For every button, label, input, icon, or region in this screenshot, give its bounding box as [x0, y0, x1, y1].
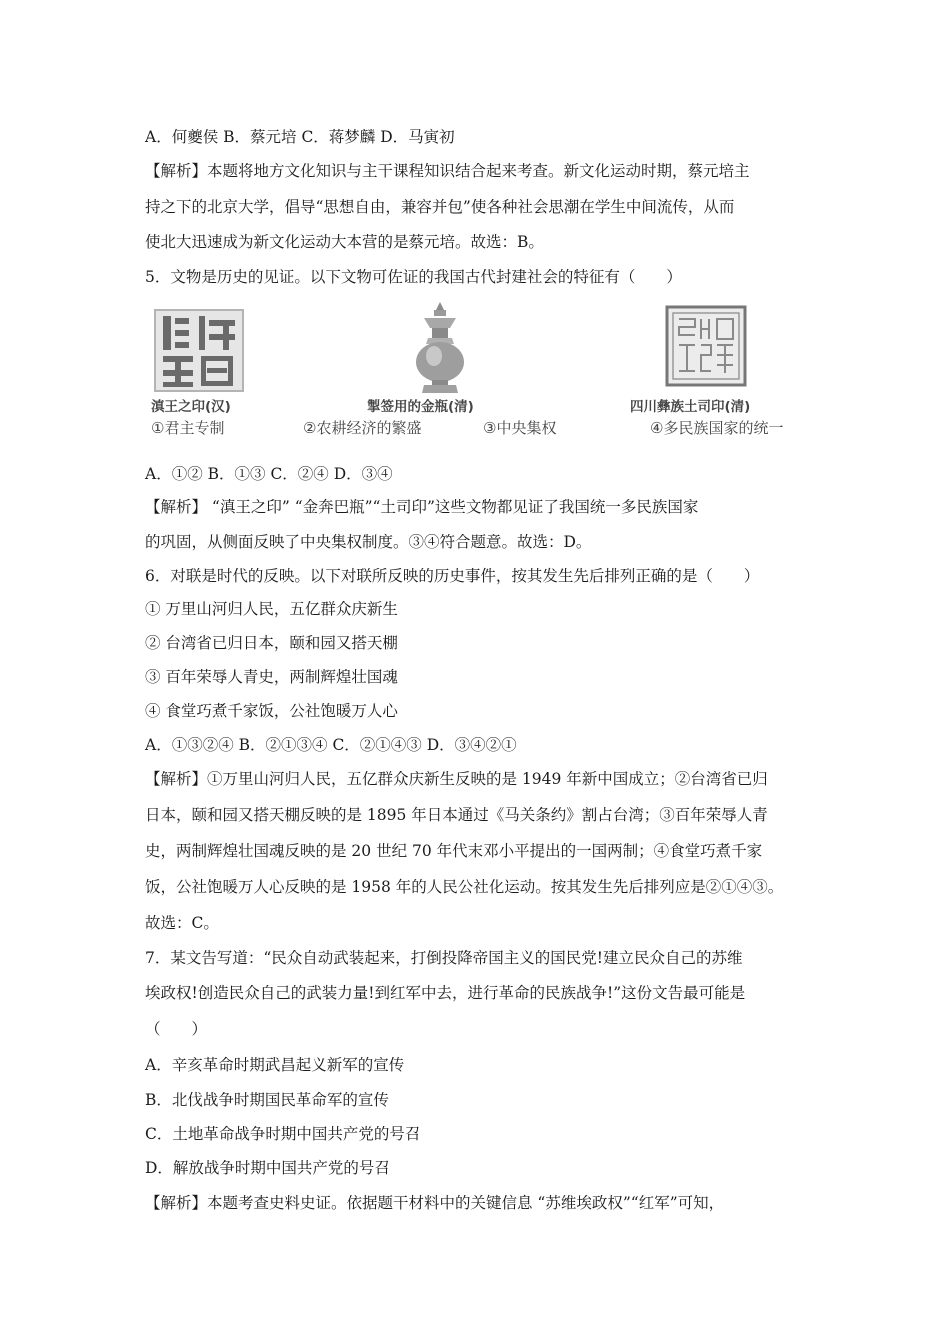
q5-figure	[145, 300, 825, 450]
q6-analysis-line-4: 饭，公社饱暖万人心反映的是 1958 年的人民公社化运动。按其发生先后排列应是②①④③。	[145, 878, 784, 896]
q6-item-2: ② 台湾省已归日本，颐和园又搭天棚	[145, 634, 398, 652]
q6-item-4: ④ 食堂巧煮千家饭，公社饱暖万人心	[145, 702, 398, 720]
q6-analysis-line-2: 日本，颐和园又搭天棚反映的是 1895 年日本通过《马关条约》割占台湾；③百年荣辱人青	[145, 806, 768, 824]
caption-golden-urn: 掣签用的金瓶(清)	[367, 399, 474, 415]
q7-stem-line-3: （ ）	[145, 1020, 208, 1038]
caption-dian-king-seal: 滇王之印(汉)	[151, 399, 231, 415]
figure-option-2: ②农耕经济的繁盛	[303, 419, 422, 437]
golden-urn-image	[410, 300, 470, 395]
q4-options: A．何夔侯 B．蔡元培 C．蒋梦麟 D．马寅初	[145, 128, 455, 146]
q7-option-c: C．土地革命战争时期中国共产党的号召	[145, 1125, 421, 1143]
q6-item-1: ① 万里山河归人民，五亿群众庆新生	[145, 600, 398, 618]
q7-stem-line-1: 7．某文告写道：“民众自动武装起来，打倒投降帝国主义的国民党!建立民众自己的苏维	[145, 949, 743, 967]
q6-analysis-line-5: 故选：C。	[145, 914, 219, 932]
q7-analysis-line-1: 【解析】本题考查史料史证。依据题干材料中的关键信息 “苏维埃政权”“红军”可知，	[145, 1194, 725, 1212]
q4-analysis-line-3: 使北大迅速成为新文化运动大本营的是蔡元培。故选：B。	[145, 233, 544, 251]
q4-analysis-line-2: 持之下的北京大学，倡导“思想自由，兼容并包”使各种社会思潮在学生中间流传，从而	[145, 198, 735, 216]
figure-option-1: ①君主专制	[151, 419, 225, 437]
q6-stem: 6．对联是时代的反映。以下对联所反映的历史事件，按其发生先后排列正确的是（ ）	[145, 567, 760, 585]
q7-option-b: B．北伐战争时期国民革命军的宣传	[145, 1091, 389, 1109]
q6-item-3: ③ 百年荣辱人青史，两制辉煌壮国魂	[145, 668, 398, 686]
figure-option-4: ④多民族国家的统一	[650, 419, 784, 437]
q5-analysis-line-1: 【解析】 “滇王之印” “金奔巴瓶”“土司印”这些文物都见证了我国统一多民族国家	[145, 498, 699, 516]
q5-options: A．①② B．①③ C．②④ D．③④	[145, 465, 393, 483]
figure-option-3: ③中央集权	[483, 419, 557, 437]
q7-option-d: D．解放战争时期中国共产党的号召	[145, 1159, 390, 1177]
q6-analysis-line-1: 【解析】①万里山河归人民，五亿群众庆新生反映的是 1949 年新中国成立；②台湾省已归	[145, 770, 768, 788]
q7-stem-line-2: 埃政权!创造民众自己的武装力量!到红军中去，进行革命的民族战争!”这份文告最可能是	[145, 984, 746, 1002]
q4-analysis-line-1: 【解析】本题将地方文化知识与主干课程知识结合起来考查。新文化运动时期，蔡元培主	[145, 162, 750, 180]
q6-options: A．①③②④ B．②①③④ C．②①④③ D．③④②①	[145, 736, 517, 754]
q6-analysis-line-3: 史，两制辉煌壮国魂反映的是 20 世纪 70 年代末邓小平提出的一国两制；④食堂巧煮千家	[145, 842, 763, 860]
q5-analysis-line-2: 的巩固，从侧面反映了中央集权制度。③④符合题意。故选：D。	[145, 533, 592, 551]
q7-option-a: A．辛亥革命时期武昌起义新军的宣传	[145, 1056, 405, 1074]
dian-king-seal-image	[153, 308, 245, 393]
yi-chieftain-seal-image	[665, 305, 747, 387]
q5-stem: 5．文物是历史的见证。以下文物可佐证的我国古代封建社会的特征有（ ）	[145, 268, 682, 286]
caption-yi-chieftain-seal: 四川彝族土司印(清)	[630, 399, 751, 415]
